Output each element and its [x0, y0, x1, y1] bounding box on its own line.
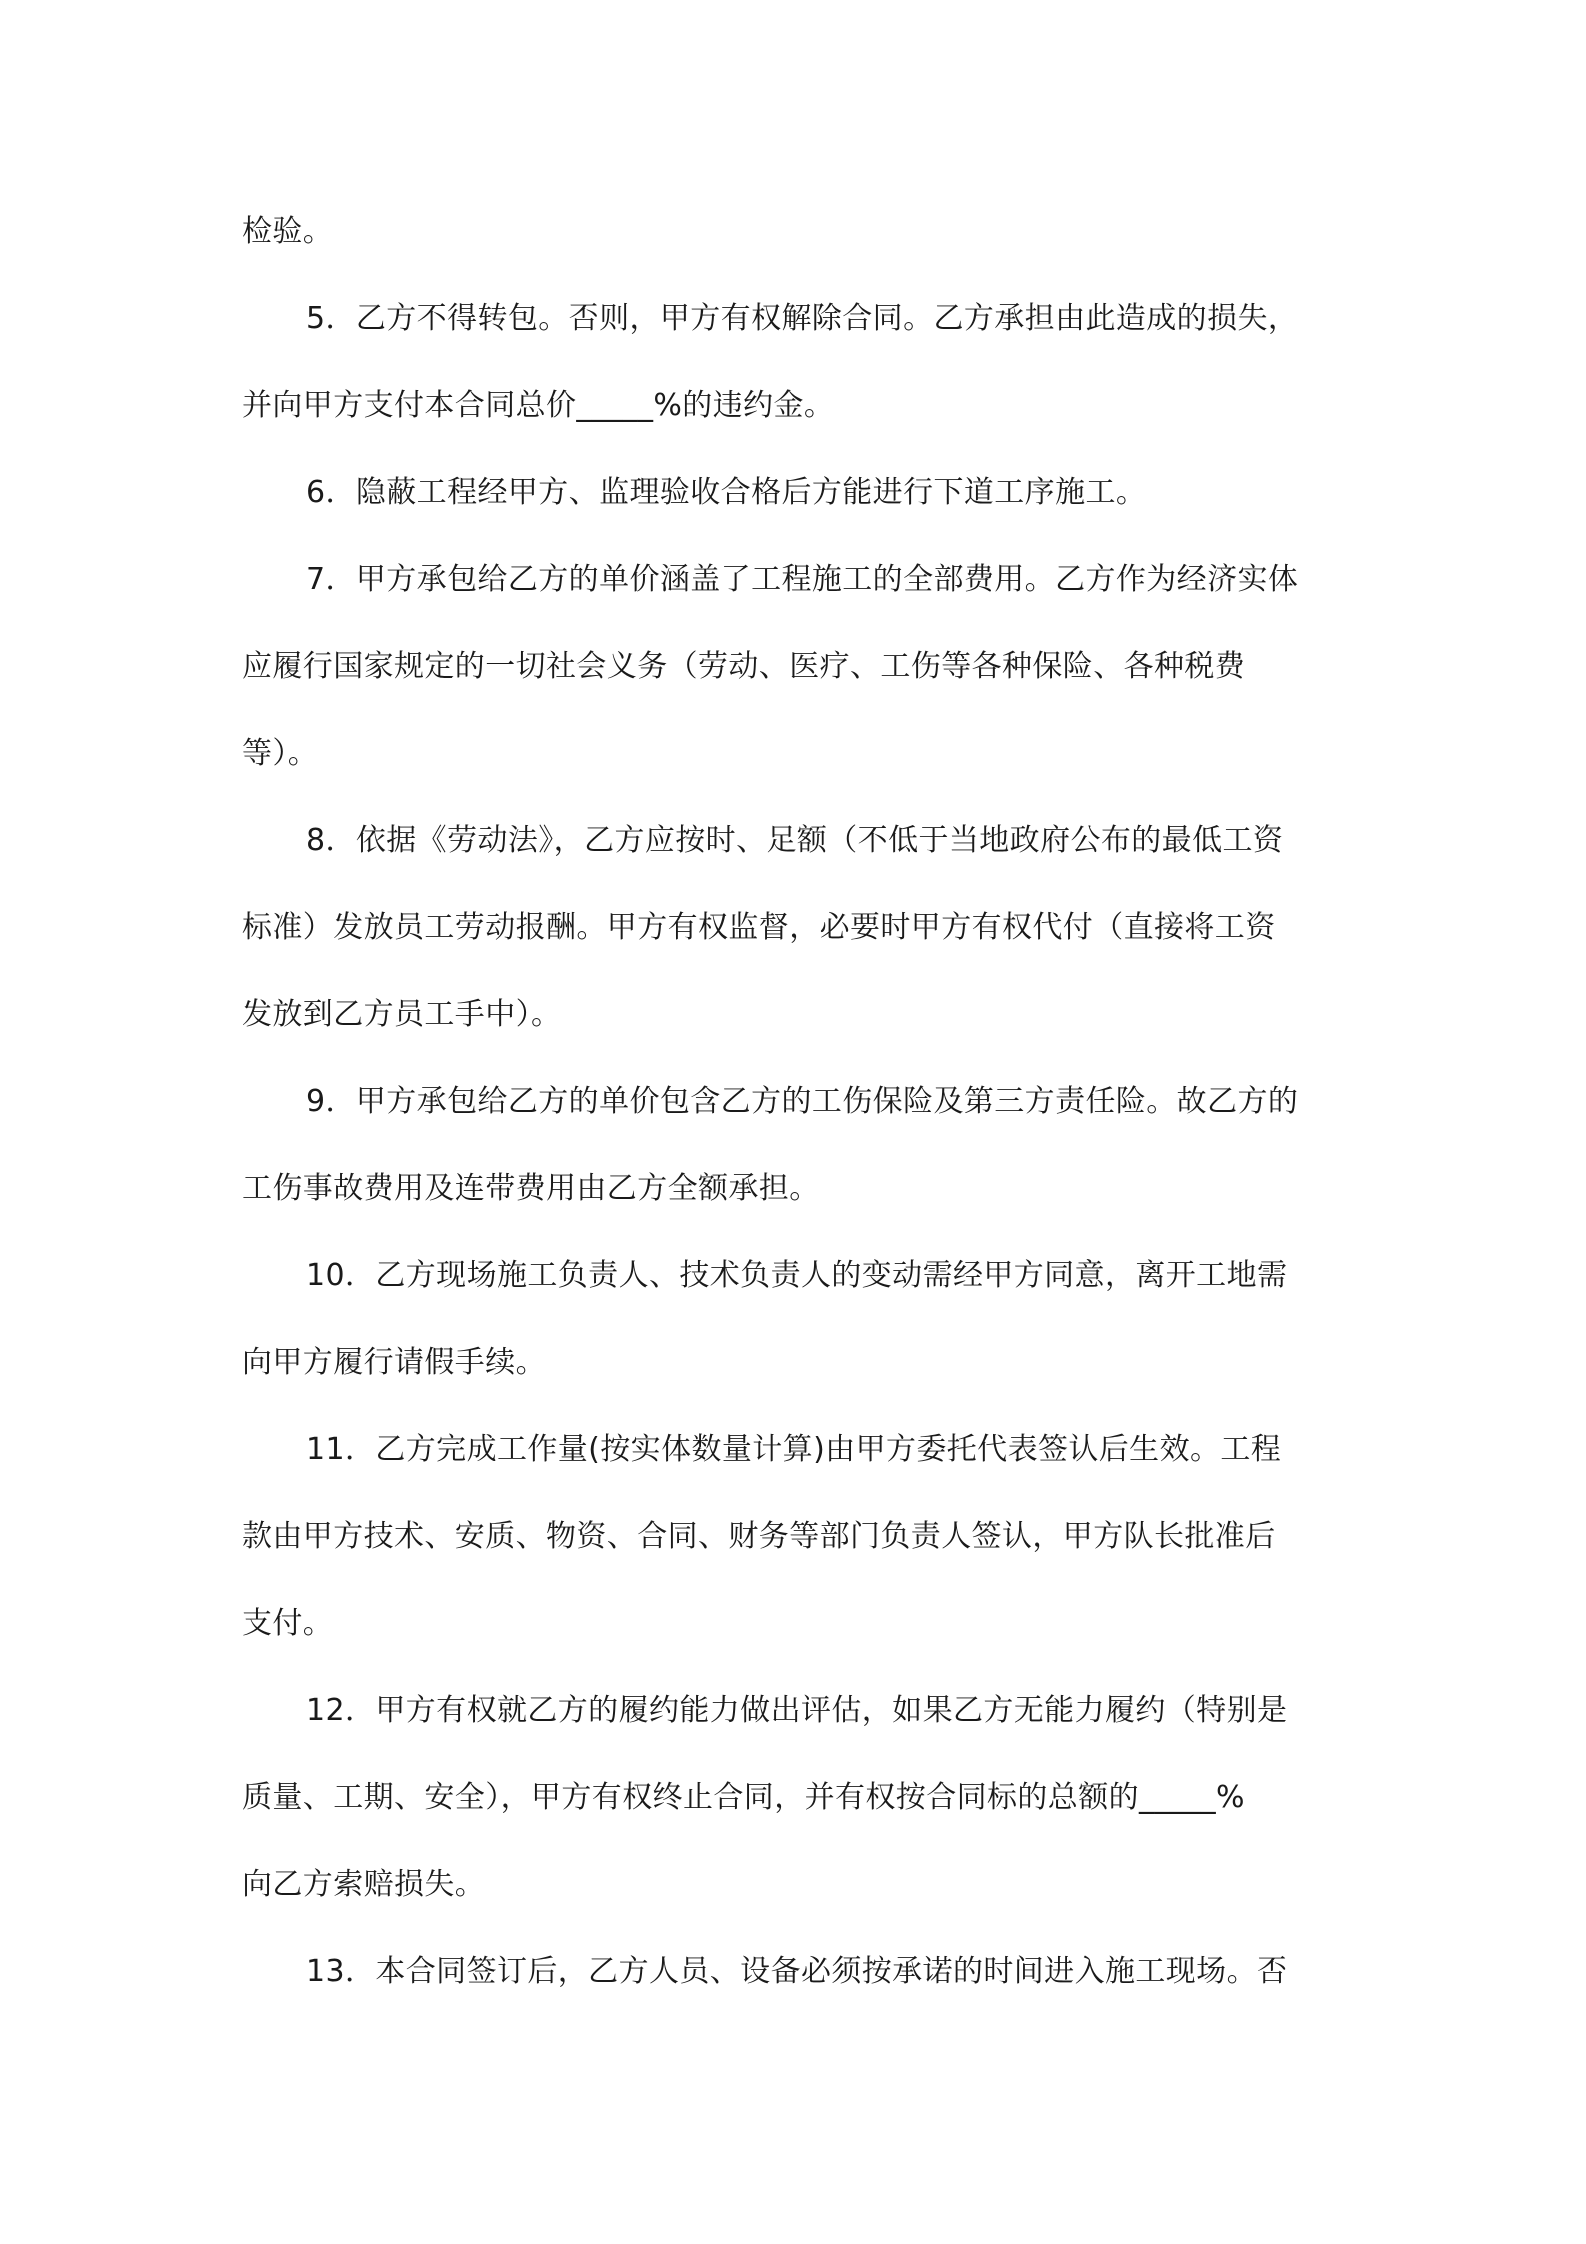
clause-paragraph-p-9: [242, 1058, 1372, 1232]
clause-line: 向乙方索赔损失。: [242, 1867, 486, 1902]
clause-line: 6．隐蔽工程经甲方、监理验收合格后方能进行下道工序施工。: [306, 475, 1147, 510]
clause-line: 款由甲方技术、安质、物资、合同、财务等部门负责人签认，甲方队长批准后: [242, 1519, 1276, 1554]
clause-line: 应履行国家规定的一切社会义务（劳动、医疗、工伤等各种保险、各种税费: [242, 649, 1246, 684]
clause-line: 并向甲方支付本合同总价_____%的违约金。: [242, 388, 835, 423]
clause-paragraph-p-11: [242, 1406, 1372, 1667]
clause-paragraph-p-6: [242, 449, 1372, 536]
clause-paragraph-p-continued: [242, 188, 1372, 275]
clause-line: 支付。: [242, 1606, 334, 1641]
clause-line: 检验。: [242, 214, 334, 249]
clause-paragraph-p-10: [242, 1232, 1372, 1406]
clause-line: 等）。: [242, 736, 319, 771]
clause-line: 13．本合同签订后，乙方人员、设备必须按承诺的时间进入施工现场。否: [306, 1954, 1288, 1989]
clause-paragraph-p-5: [242, 275, 1372, 449]
clause-line: 9．甲方承包给乙方的单价包含乙方的工伤保险及第三方责任险。故乙方的: [306, 1084, 1299, 1119]
clause-paragraph-p-13: [242, 1928, 1372, 2015]
clause-line: 发放到乙方员工手中）。: [242, 997, 562, 1032]
clause-line: 向甲方履行请假手续。: [242, 1345, 546, 1380]
clause-line: 10．乙方现场施工负责人、技术负责人的变动需经甲方同意，离开工地需: [306, 1258, 1288, 1293]
clause-paragraph-p-7: [242, 536, 1372, 797]
clause-line: 7．甲方承包给乙方的单价涵盖了工程施工的全部费用。乙方作为经济实体: [306, 562, 1299, 597]
contract-body: [242, 188, 1372, 2015]
clause-line: 标准）发放员工劳动报酬。甲方有权监督，必要时甲方有权代付（直接将工资: [242, 910, 1276, 945]
clause-paragraph-p-8: [242, 797, 1372, 1058]
clause-line: 8．依据《劳动法》，乙方应按时、足额（不低于当地政府公布的最低工资: [306, 823, 1284, 858]
clause-paragraph-p-12: [242, 1667, 1372, 1928]
clause-line: 工伤事故费用及连带费用由乙方全额承担。: [242, 1171, 820, 1206]
clause-line: 质量、工期、安全），甲方有权终止合同，并有权按合同标的总额的_____%: [242, 1780, 1245, 1815]
clause-line: 11．乙方完成工作量(按实体数量计算)由甲方委托代表签认后生效。工程: [306, 1432, 1282, 1467]
clause-line: 5．乙方不得转包。否则，甲方有权解除合同。乙方承担由此造成的损失，: [306, 301, 1299, 336]
clause-line: 12．甲方有权就乙方的履约能力做出评估，如果乙方无能力履约（特别是: [306, 1693, 1288, 1728]
